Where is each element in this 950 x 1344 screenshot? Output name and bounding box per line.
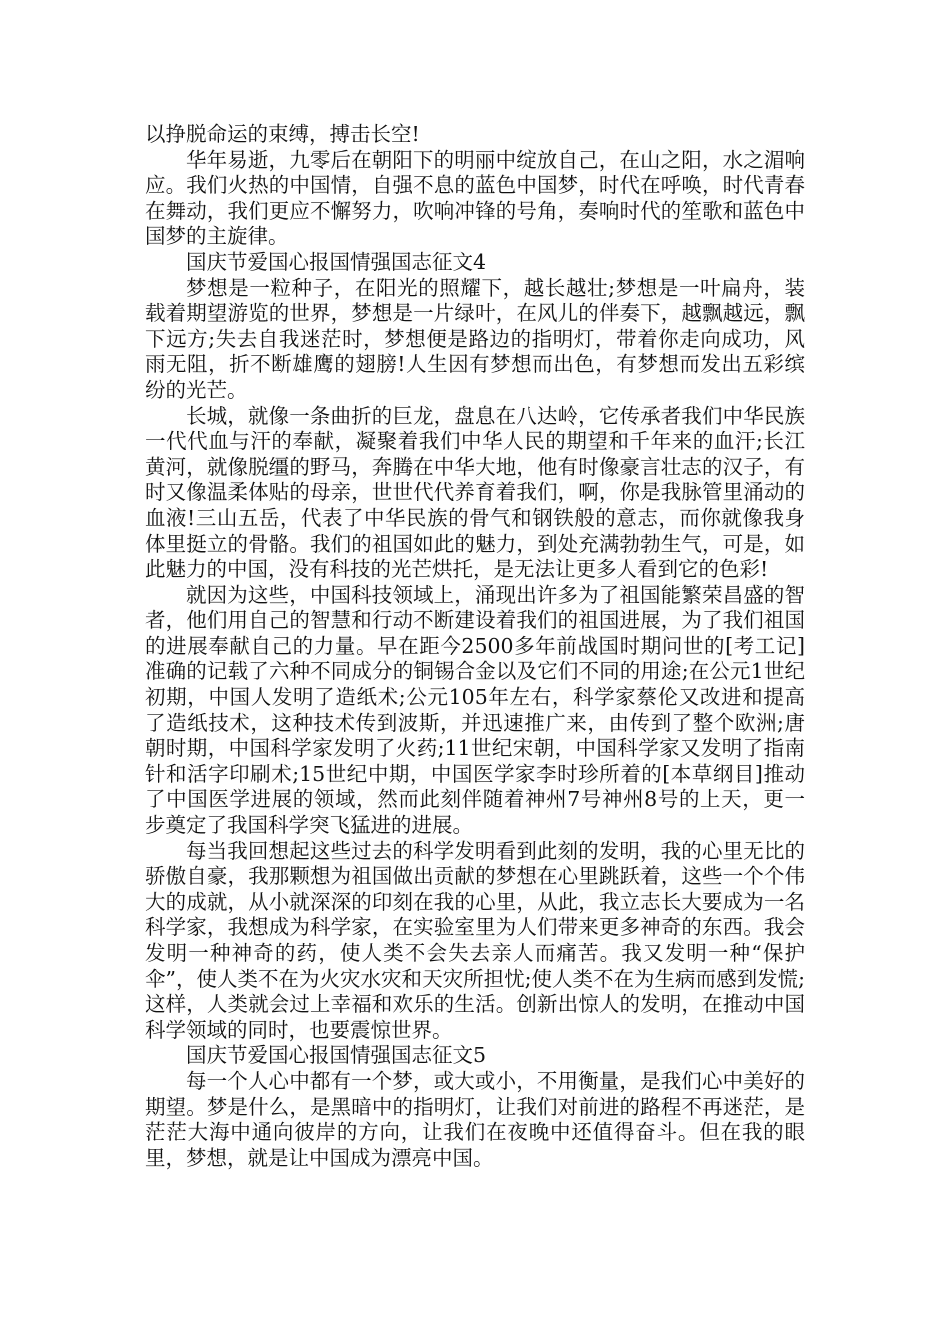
document-page <box>145 122 805 1171</box>
paragraph-0: 以挣脱命运的束缚，搏击长空! <box>145 122 420 146</box>
section-heading-4: 国庆节爱国心报国情强国志征文4 <box>186 249 487 274</box>
paragraph-6: 每当我回想起这些过去的科学发明看到此刻的发明，我的心里无比的骄傲自豪，我那颗想为祖国做出贡献的梦想在心里跳跃着，这些一个个伟大的成就，从小就深深的印刻在我的心里，从此，我立志长大要成为一名科学家，我想成为科学家，在实验室里为人们带来更多神奇的东西。我会发明一种神奇的药，使人类不会失去亲人而痛苦。我又发明一种“保护伞”，使人类不在为火灾水灾和天灾所担忧;使人类不在为生病而感到发慌;这样，人类就会过上幸福和欢乐的生活。创新出惊人的发明，在推动中国科学领域的同时，也要震惊世界。 <box>145 838 805 1042</box>
paragraph-1: 华年易逝，九零后在朝阳下的明丽中绽放自己，在山之阳，水之湄响应。我们火热的中国情，自强不息的蓝色中国梦，时代在呼唤，时代青春在舞动，我们更应不懈努力，吹响冲锋的号角，奏响时代的笙歌和蓝色中国梦的主旋律。 <box>145 147 805 249</box>
paragraph-5: 就因为这些，中国科技领域上，涌现出许多为了祖国能繁荣昌盛的智者，他们用自己的智慧和行动不断建设着我们的祖国进展，为了我们祖国的进展奉献自己的力量。早在距今2500多年前战国时期问世的[考工记]准确的记载了六种不同成分的铜锡合金以及它们不同的用途;在公元1世纪初期，中国人发明了造纸术;公元105年左右，科学家蔡伦又改进和提高了造纸技术，这种技术传到波斯，并迅速推广来，由传到了整个欧洲;唐朝时期，中国科学家发明了火药;11世纪宋朝，中国科学家又发明了指南针和活字印刷术;15世纪中期，中国医学家李时珍所着的[本草纲目]推动了中国医学进展的领域，然而此刻伴随着神州7号神州8号的上天，更一步奠定了我国科学突飞猛进的进展。 <box>145 582 805 838</box>
paragraph-8: 每一个人心中都有一个梦，或大或小，不用衡量，是我们心中美好的期望。梦是什么，是黑暗中的指明灯，让我们对前进的路程不再迷茫，是茫茫大海中通向彼岸的方向，让我们在夜晚中还值得奋斗。但在我的眼里，梦想，就是让中国成为漂亮中国。 <box>145 1068 805 1170</box>
section-heading-5: 国庆节爱国心报国情强国志征文5 <box>186 1043 487 1068</box>
paragraph-4: 长城，就像一条曲折的巨龙，盘息在八达岭，它传承者我们中华民族一代代血与汗的奉献，凝聚着我们中华人民的期望和千年来的血汗;长江黄河，就像脱缰的野马，奔腾在中华大地，他有时像豪言壮志的汉子，有时又像温柔体贴的母亲，世世代代养育着我们，啊，你是我脉管里涌动的血液!三山五岳，代表了中华民族的骨气和钢铁般的意志，而你就像我身体里挺立的骨骼。我们的祖国如此的魅力，到处充满勃勃生气，可是，如此魅力的中国，没有科技的光芒烘托，是无法让更多人看到它的色彩! <box>145 403 805 582</box>
paragraph-3: 梦想是一粒种子，在阳光的照耀下，越长越壮;梦想是一叶扁舟，装载着期望游览的世界，梦想是一片绿叶，在风儿的伴奏下，越飘越远，飘下远方;失去自我迷茫时，梦想便是路边的指明灯，带着你走向成功，风雨无阻，折不断雄鹰的翅膀!人生因有梦想而出色，有梦想而发出五彩缤纷的光芒。 <box>145 275 805 402</box>
